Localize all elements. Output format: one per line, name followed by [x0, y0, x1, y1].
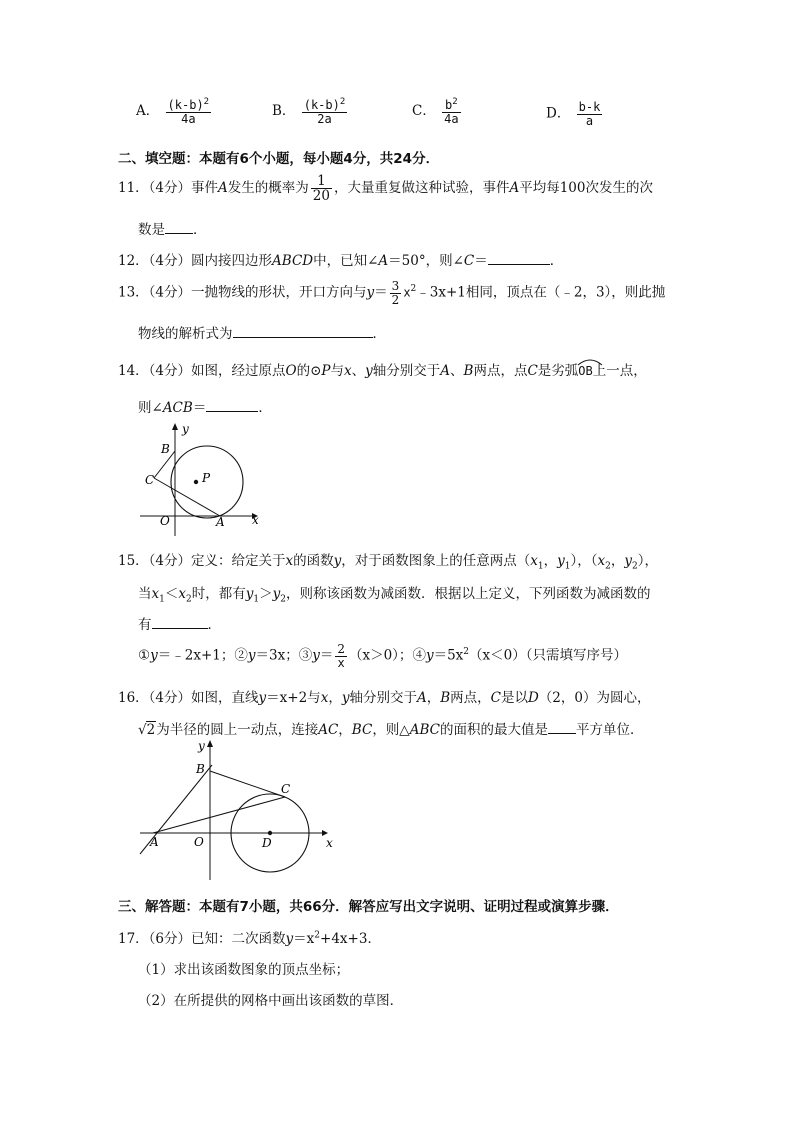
text: ＝x+2与 [266, 690, 321, 706]
answer-blank[interactable] [488, 252, 550, 265]
text: 11．（4分）事件 [118, 180, 219, 197]
text: ． [549, 253, 564, 269]
var-a: A [218, 180, 228, 197]
answer-blank[interactable] [233, 325, 373, 338]
probability-fraction [311, 174, 332, 203]
denominator: a [585, 113, 594, 128]
text: 平方单位． [575, 722, 644, 738]
text: 15．（4分）定义：给定关于 [118, 553, 286, 569]
fraction [302, 98, 348, 125]
text: 发生的概率为 [227, 180, 309, 197]
var-b: B [463, 363, 474, 379]
text: ，大量重复做这种试验，事件 [333, 180, 510, 197]
text: 上一点， [592, 363, 647, 379]
var-abc: ABC [409, 722, 440, 738]
var-y1: y [557, 553, 565, 569]
exponent: 2 [463, 647, 470, 658]
numerator: b-k [578, 100, 601, 114]
label-y: y [182, 422, 189, 436]
segment-ac [153, 797, 285, 833]
var-a: A [509, 180, 520, 197]
segment-ca [154, 478, 220, 516]
denominator: 2 [391, 292, 400, 307]
coefficient-fraction [390, 280, 402, 306]
answer-blank[interactable] [548, 721, 576, 734]
figure-circle-p [130, 418, 270, 538]
numerator: b [445, 98, 453, 112]
text: ，则△ [372, 722, 410, 738]
var-y: y [341, 690, 350, 706]
var-ac: AC [318, 722, 339, 738]
question-14-line1 [118, 359, 647, 379]
text: ＞ [259, 586, 273, 602]
text: 物线的解析式为 [138, 326, 233, 342]
fraction [442, 98, 460, 125]
text: ， [543, 553, 558, 569]
option-3-fraction [335, 643, 347, 669]
var-y: y [150, 647, 158, 664]
option-4-marker: ④ [412, 647, 426, 664]
subscript: 2 [280, 594, 286, 605]
var-x: x [344, 363, 352, 379]
label-p: P [202, 471, 211, 485]
var-x2: x [597, 553, 606, 569]
text: ＝50°，则∠ [388, 253, 464, 269]
text: ． [193, 222, 207, 238]
section-3-heading: 三、解答题：本题有7小题，共66分．解答应写出文字说明、证明过程或演算步骤． [118, 899, 619, 915]
var-c: C [527, 363, 538, 379]
text: 、 [351, 363, 366, 379]
text: 14．（4分）如图，经过原点 [118, 363, 286, 379]
text: ， [338, 722, 352, 738]
option-1-marker: ① [138, 647, 151, 664]
var-bc: BC [351, 722, 373, 738]
var-y: y [365, 363, 373, 379]
answer-blank[interactable] [206, 399, 258, 412]
numerator: (k-b) [167, 98, 204, 112]
subscript: 2 [632, 561, 638, 572]
label-c: C [145, 473, 155, 487]
text: ． [258, 400, 272, 416]
text: 为半径的圆上一动点，连接 [156, 722, 319, 738]
fraction [577, 101, 603, 127]
text: ， [328, 690, 342, 706]
question-15-line1 [118, 549, 658, 572]
numerator: (k-b) [303, 98, 340, 112]
text: ， [426, 690, 441, 706]
var-a: A [378, 253, 389, 269]
text: 则∠ [138, 400, 163, 416]
label-b: B [161, 442, 170, 456]
question-11-line1 [118, 174, 653, 203]
text: ＝x [293, 931, 315, 947]
var-x1: x [151, 586, 160, 602]
text: ＜ [164, 586, 179, 602]
center-point-d [268, 831, 272, 835]
question-15-options [138, 643, 627, 669]
subscript: 2 [605, 561, 611, 572]
text: 当 [138, 586, 152, 602]
var-y: y [312, 647, 320, 664]
exponent: 2 [452, 97, 458, 107]
arc-ob [578, 364, 592, 378]
question-16-line1 [118, 686, 650, 706]
label-x: x [326, 836, 333, 850]
denominator: x [337, 655, 345, 670]
text: ＝ [374, 284, 388, 301]
text: （2，0）为圆心， [538, 690, 651, 706]
text: 13．（4分）一抛物线的形状，开口方向与 [118, 284, 367, 301]
text: 的面积的最大值是 [439, 722, 548, 738]
var-x2: x [178, 586, 186, 602]
text: ，对于函数图象上的任意两点（ [341, 553, 531, 569]
var-x: x [285, 553, 294, 569]
text: 两点， [450, 690, 491, 706]
var-y1: y [245, 586, 254, 602]
option-label: A． [136, 103, 160, 120]
text: ＝5x [433, 647, 464, 664]
var-o: O [285, 363, 297, 379]
option-label: B． [272, 103, 296, 120]
label-a: A [150, 835, 159, 849]
var-y2: y [272, 586, 281, 602]
y-axis-arrow [207, 740, 213, 747]
var-y2: y [624, 553, 633, 569]
question-17-line1 [118, 927, 381, 947]
numerator: 3 [391, 279, 400, 293]
text: ），（ [570, 553, 598, 569]
numerator: 1 [311, 174, 332, 189]
subscript: 1 [253, 594, 260, 605]
var-y: y [366, 284, 375, 301]
label-a: A [216, 515, 225, 529]
exponent: 2 [203, 97, 210, 107]
text: ）， [637, 553, 659, 569]
subscript: 1 [537, 561, 544, 572]
denominator: 2a [317, 111, 332, 126]
arc-symbol [576, 358, 604, 366]
text: 轴分别交于 [349, 690, 417, 706]
var-x: x [320, 690, 329, 706]
var-y: y [425, 647, 434, 664]
text: 时，都有 [191, 586, 246, 602]
text: 有 [138, 617, 152, 633]
text: 16．（4分）如图，直线 [118, 690, 259, 706]
q10-option-c [412, 98, 463, 125]
var-y: y [258, 690, 267, 706]
question-13-line1 [118, 280, 665, 306]
text: 17．（6分）已知：二次函数 [118, 931, 286, 947]
question-17-part1: （1）求出该函数图象的顶点坐标； [138, 962, 350, 978]
var-c: C [490, 690, 501, 706]
answer-blank[interactable] [152, 616, 208, 629]
text: +4x+3． [320, 931, 381, 947]
text: 数是 [138, 222, 165, 238]
text: 、 [450, 363, 464, 379]
exponent: 2 [314, 930, 321, 941]
option-label: D． [546, 105, 571, 122]
question-15-line3 [138, 613, 221, 633]
question-12 [118, 249, 563, 269]
denominator: 20 [312, 188, 330, 205]
text: ，则称该函数为减函数．根据以上定义，下列函数为减函数的 [285, 586, 651, 602]
text: ＝ [319, 647, 334, 664]
text: 轴分别交于 [372, 363, 441, 379]
figure-circle-d [130, 735, 350, 885]
option-2-marker: ② [234, 647, 248, 664]
q10-option-a [136, 98, 213, 125]
option-label: C． [412, 103, 436, 120]
label-b: B [196, 762, 205, 776]
center-point-p [194, 480, 198, 484]
var-d: D [527, 690, 539, 706]
numerator: 2 [337, 642, 345, 656]
text: ＝﹣2x+1； [157, 647, 235, 664]
text: ﹣3x+1相同，顶点在（﹣2，3），则此抛 [416, 284, 666, 301]
text: 两点，点 [473, 363, 528, 379]
text: ＝ [474, 253, 488, 269]
section-2-heading: 二、填空题：本题有6个小题，每小题4分，共24分． [118, 151, 440, 167]
text: 平均每100次发生的次 [519, 180, 653, 197]
label-o: O [194, 835, 204, 849]
text: 中，已知∠ [313, 253, 379, 269]
text: ， [610, 553, 625, 569]
text: 是以 [500, 690, 528, 706]
radicand: 2 [146, 722, 156, 738]
y-axis-arrow [172, 423, 178, 430]
question-17-part2: （2）在所提供的网格中画出该函数的草图． [138, 993, 404, 1009]
question-14-line2 [138, 396, 272, 416]
var-c: C [463, 253, 475, 269]
sqrt-symbol: √ [138, 722, 147, 738]
text: 12．（4分）圆内接四边形 [118, 253, 273, 269]
question-11-line2 [138, 218, 207, 238]
var-x1: x [530, 553, 538, 569]
text: 的函数 [293, 553, 334, 569]
var-acb: ACB [162, 400, 193, 416]
var-y: y [285, 931, 294, 947]
text: ． [207, 617, 221, 633]
var-b: B [440, 690, 451, 706]
label-d: D [262, 836, 272, 850]
subscript: 1 [159, 594, 165, 605]
answer-blank[interactable] [165, 221, 193, 234]
subscript: 1 [564, 561, 571, 572]
arc-label: OB [578, 364, 593, 378]
label-c: C [281, 782, 291, 796]
text: 与 [330, 363, 345, 379]
option-3-marker: ③ [298, 647, 313, 664]
var-a: A [440, 363, 451, 379]
text: （x＜0）（只需填写序号） [469, 647, 627, 664]
text: 是劣弧 [537, 363, 579, 379]
subscript: 2 [185, 594, 192, 605]
var-p: P [321, 363, 331, 379]
denominator: 4a [181, 111, 196, 126]
exponent: 2 [410, 284, 417, 295]
question-13-line2 [138, 322, 386, 342]
exponent: 2 [339, 97, 346, 107]
var-abcd: ABCD [272, 253, 314, 269]
denominator: 4a [444, 111, 459, 126]
var-y: y [247, 647, 256, 664]
var-a: A [416, 690, 427, 706]
var-x: x [403, 285, 411, 300]
text: ＝ [192, 400, 207, 416]
q10-option-d [546, 101, 604, 127]
q10-option-b [272, 98, 349, 125]
label-x: x [252, 513, 259, 527]
label-o: O [160, 514, 170, 528]
fraction [166, 98, 212, 125]
label-y: y [198, 739, 205, 753]
text: ． [372, 326, 386, 342]
segment-bc [210, 771, 285, 797]
question-15-line2 [138, 582, 650, 605]
text: 的⊙ [296, 363, 322, 379]
text: ＝3x； [255, 647, 299, 664]
text: （x＞0）； [348, 647, 413, 664]
var-y: y [333, 553, 342, 569]
